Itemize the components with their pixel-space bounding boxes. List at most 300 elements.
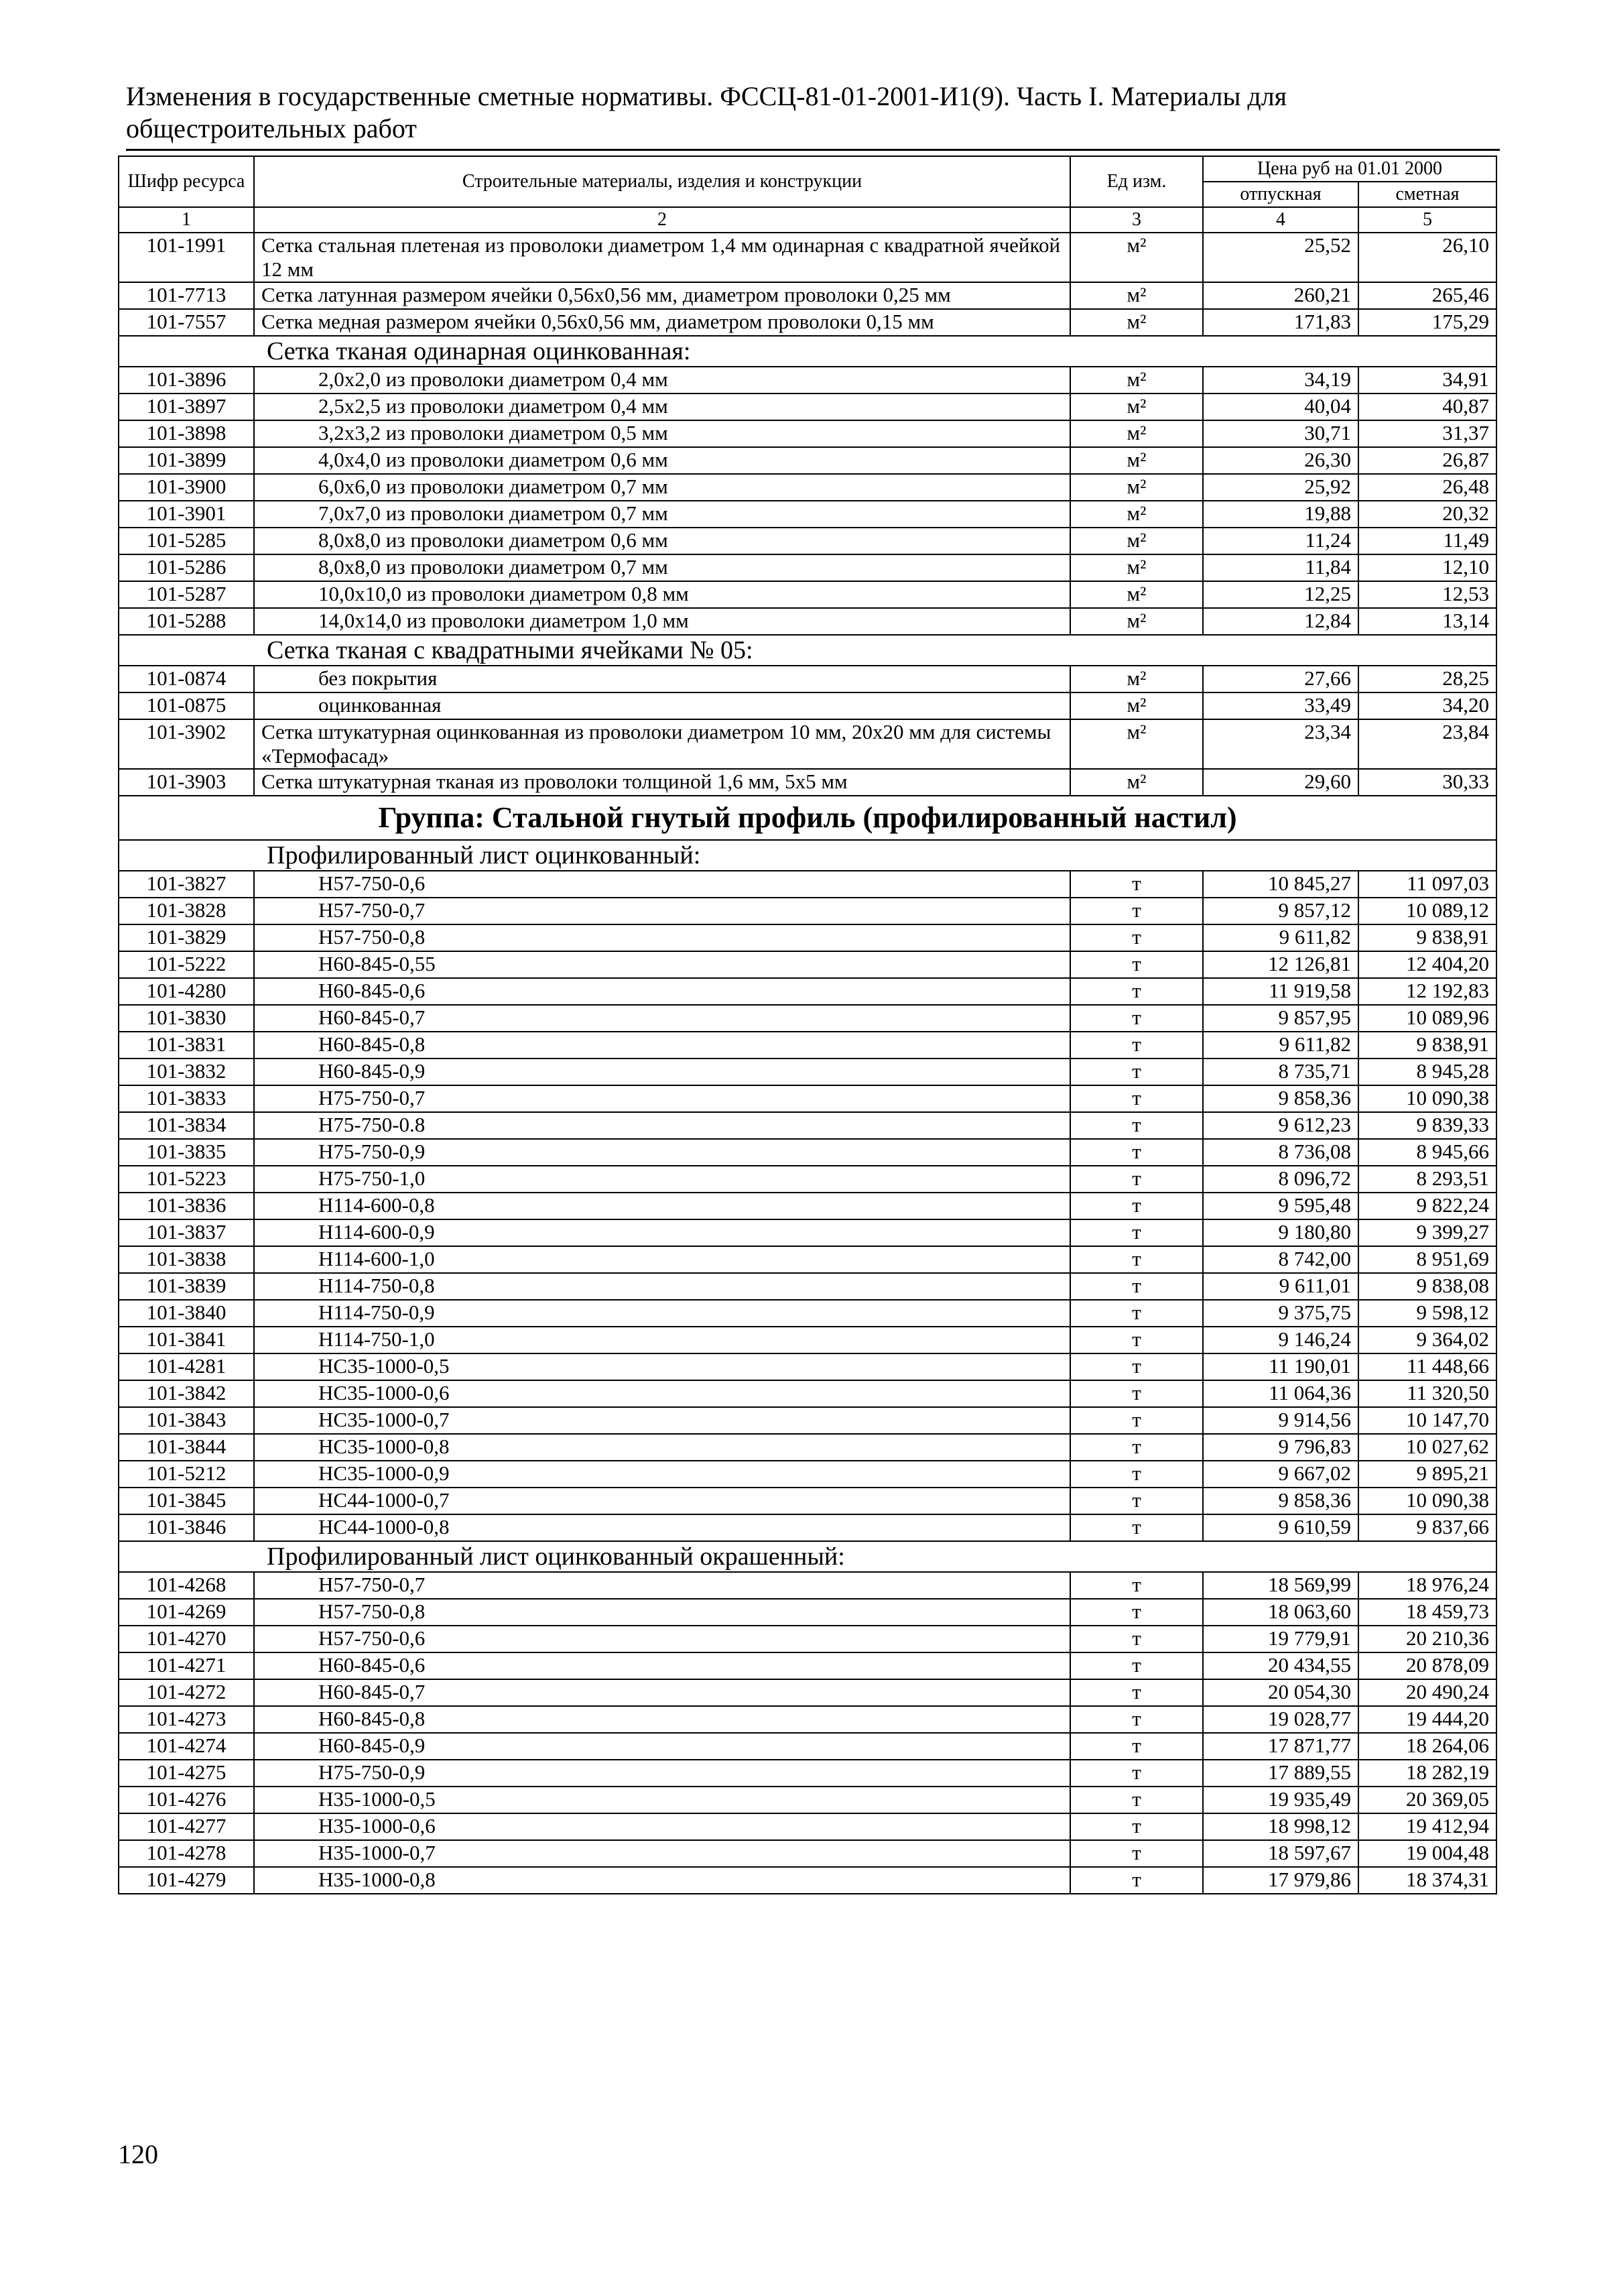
table-row bbox=[119, 1572, 1496, 1599]
resource-code-cell: 101-3902 bbox=[119, 719, 254, 769]
resource-code-cell: 101-3900 bbox=[119, 474, 254, 501]
estimate-price-cell: 30,33 bbox=[1358, 769, 1496, 796]
release-price-cell: 12,25 bbox=[1203, 581, 1358, 608]
release-price-cell: 8 742,00 bbox=[1203, 1246, 1358, 1273]
material-name-cell: Н60-845-0,7 bbox=[254, 1679, 1070, 1706]
resource-code-cell: 101-3844 bbox=[119, 1434, 254, 1461]
estimate-price-cell: 9 822,24 bbox=[1358, 1193, 1496, 1219]
resource-code-cell: 101-7557 bbox=[119, 309, 254, 336]
price-table-header bbox=[119, 156, 1496, 233]
release-price-cell: 9 375,75 bbox=[1203, 1300, 1358, 1327]
estimate-price-cell: 9 364,02 bbox=[1358, 1327, 1496, 1353]
table-row bbox=[119, 1166, 1496, 1193]
release-price-cell: 9 611,82 bbox=[1203, 924, 1358, 951]
release-price-cell: 29,60 bbox=[1203, 769, 1358, 796]
material-name-cell: НС35-1000-0,6 bbox=[254, 1380, 1070, 1407]
release-price-cell: 8 736,08 bbox=[1203, 1139, 1358, 1166]
table-row bbox=[119, 1353, 1496, 1380]
release-price-cell: 11 190,01 bbox=[1203, 1353, 1358, 1380]
estimate-price-cell: 12 192,83 bbox=[1358, 978, 1496, 1005]
unit-cell: м² bbox=[1070, 420, 1203, 447]
release-price-cell: 9 610,59 bbox=[1203, 1514, 1358, 1541]
material-name-cell: НС35-1000-0,8 bbox=[254, 1434, 1070, 1461]
release-price-cell: 19,88 bbox=[1203, 501, 1358, 528]
resource-code-cell: 101-3831 bbox=[119, 1032, 254, 1059]
estimate-price-cell: 26,87 bbox=[1358, 447, 1496, 474]
unit-cell: т bbox=[1070, 1032, 1203, 1059]
release-price-cell: 17 871,77 bbox=[1203, 1733, 1358, 1760]
unit-cell: т bbox=[1070, 1626, 1203, 1652]
estimate-price-cell: 9 838,91 bbox=[1358, 924, 1496, 951]
release-price-cell: 25,92 bbox=[1203, 474, 1358, 501]
unit-cell: т bbox=[1070, 1840, 1203, 1867]
table-row bbox=[119, 1300, 1496, 1327]
release-price-cell: 9 858,36 bbox=[1203, 1085, 1358, 1112]
material-name-cell: Н114-600-0,8 bbox=[254, 1193, 1070, 1219]
unit-cell: м² bbox=[1070, 581, 1203, 608]
material-name-cell: НС44-1000-0,7 bbox=[254, 1488, 1070, 1514]
table-row bbox=[119, 1626, 1496, 1652]
resource-code-cell: 101-3899 bbox=[119, 447, 254, 474]
unit-cell: т bbox=[1070, 1652, 1203, 1679]
unit-cell: т bbox=[1070, 1273, 1203, 1300]
release-price-cell: 11 064,36 bbox=[1203, 1380, 1358, 1407]
table-row bbox=[119, 233, 1496, 282]
unit-cell: т bbox=[1070, 1327, 1203, 1353]
estimate-price-cell: 28,25 bbox=[1358, 666, 1496, 692]
resource-code-cell: 101-1991 bbox=[119, 233, 254, 282]
estimate-price-cell: 19 444,20 bbox=[1358, 1706, 1496, 1733]
material-name-cell: оцинкованная bbox=[254, 692, 1070, 719]
unit-cell: т bbox=[1070, 1407, 1203, 1434]
table-row bbox=[119, 501, 1496, 528]
unit-cell: т bbox=[1070, 1514, 1203, 1541]
resource-code-cell: 101-3841 bbox=[119, 1327, 254, 1353]
resource-code-cell: 101-3829 bbox=[119, 924, 254, 951]
header-rule bbox=[126, 149, 1500, 151]
release-price-cell: 20 054,30 bbox=[1203, 1679, 1358, 1706]
table-row bbox=[119, 1112, 1496, 1139]
table-row bbox=[119, 692, 1496, 719]
release-price-cell: 260,21 bbox=[1203, 282, 1358, 309]
release-price-cell: 9 858,36 bbox=[1203, 1488, 1358, 1514]
release-price-cell: 18 998,12 bbox=[1203, 1813, 1358, 1840]
material-name-cell: Н35-1000-0,6 bbox=[254, 1813, 1070, 1840]
unit-cell: т bbox=[1070, 1300, 1203, 1327]
document-title-line-1: Изменения в государственные сметные нормативы. ФССЦ-81-01-2001-И1(9). Часть I. Материалы для bbox=[126, 81, 1287, 111]
estimate-price-cell: 12,10 bbox=[1358, 554, 1496, 581]
estimate-price-cell: 13,14 bbox=[1358, 608, 1496, 635]
estimate-price-cell: 10 090,38 bbox=[1358, 1085, 1496, 1112]
release-price-cell: 30,71 bbox=[1203, 420, 1358, 447]
table-row bbox=[119, 1733, 1496, 1760]
release-price-cell: 40,04 bbox=[1203, 394, 1358, 420]
material-name-cell: Н75-750-0.8 bbox=[254, 1112, 1070, 1139]
resource-code-cell: 101-3840 bbox=[119, 1300, 254, 1327]
column-header-price-estimate: сметная bbox=[1358, 182, 1496, 207]
table-row bbox=[119, 1760, 1496, 1787]
estimate-price-cell: 265,46 bbox=[1358, 282, 1496, 309]
release-price-cell: 17 889,55 bbox=[1203, 1760, 1358, 1787]
estimate-price-cell: 26,10 bbox=[1358, 233, 1496, 282]
estimate-price-cell: 20,32 bbox=[1358, 501, 1496, 528]
column-number-row bbox=[119, 207, 1496, 233]
estimate-price-cell: 11 097,03 bbox=[1358, 871, 1496, 898]
estimate-price-cell: 20 878,09 bbox=[1358, 1652, 1496, 1679]
resource-code-cell: 101-3846 bbox=[119, 1514, 254, 1541]
material-name-cell: Н57-750-0,7 bbox=[254, 898, 1070, 924]
material-name-cell: 2,0x2,0 из проволоки диаметром 0,4 мм bbox=[254, 367, 1070, 394]
table-row bbox=[119, 1813, 1496, 1840]
unit-cell: м² bbox=[1070, 309, 1203, 336]
resource-code-cell: 101-3898 bbox=[119, 420, 254, 447]
estimate-price-cell: 9 598,12 bbox=[1358, 1300, 1496, 1327]
release-price-cell: 11,24 bbox=[1203, 528, 1358, 554]
material-name-cell: Н114-750-0,9 bbox=[254, 1300, 1070, 1327]
material-name-cell: Сетка медная размером ячейки 0,56x0,56 мм, диаметром проволоки 0,15 мм bbox=[254, 309, 1070, 336]
material-name-cell: Н75-750-0,7 bbox=[254, 1085, 1070, 1112]
unit-cell: м² bbox=[1070, 769, 1203, 796]
unit-cell: т bbox=[1070, 924, 1203, 951]
release-price-cell: 18 569,99 bbox=[1203, 1572, 1358, 1599]
material-name-cell: Н57-750-0,8 bbox=[254, 1599, 1070, 1626]
material-name-cell: НС44-1000-0,8 bbox=[254, 1514, 1070, 1541]
release-price-cell: 18 063,60 bbox=[1203, 1599, 1358, 1626]
resource-code-cell: 101-0874 bbox=[119, 666, 254, 692]
estimate-price-cell: 20 369,05 bbox=[1358, 1787, 1496, 1813]
subsection-heading-row bbox=[119, 336, 1496, 367]
table-row bbox=[119, 608, 1496, 635]
estimate-price-cell: 9 895,21 bbox=[1358, 1461, 1496, 1488]
resource-code-cell: 101-4268 bbox=[119, 1572, 254, 1599]
estimate-price-cell: 8 945,28 bbox=[1358, 1059, 1496, 1085]
estimate-price-cell: 19 004,48 bbox=[1358, 1840, 1496, 1867]
resource-code-cell: 101-3839 bbox=[119, 1273, 254, 1300]
estimate-price-cell: 18 459,73 bbox=[1358, 1599, 1496, 1626]
resource-code-cell: 101-3833 bbox=[119, 1085, 254, 1112]
release-price-cell: 20 434,55 bbox=[1203, 1652, 1358, 1679]
unit-cell: м² bbox=[1070, 608, 1203, 635]
table-row bbox=[119, 1488, 1496, 1514]
table-row bbox=[119, 309, 1496, 336]
unit-cell: м² bbox=[1070, 394, 1203, 420]
resource-code-cell: 101-3896 bbox=[119, 367, 254, 394]
estimate-price-cell: 10 027,62 bbox=[1358, 1434, 1496, 1461]
table-row bbox=[119, 1327, 1496, 1353]
resource-code-cell: 101-5212 bbox=[119, 1461, 254, 1488]
release-price-cell: 27,66 bbox=[1203, 666, 1358, 692]
release-price-cell: 10 845,27 bbox=[1203, 871, 1358, 898]
table-row bbox=[119, 1867, 1496, 1894]
resource-code-cell: 101-3827 bbox=[119, 871, 254, 898]
estimate-price-cell: 12,53 bbox=[1358, 581, 1496, 608]
material-name-cell: Н57-750-0,7 bbox=[254, 1572, 1070, 1599]
subsection-heading-row bbox=[119, 840, 1496, 871]
table-row bbox=[119, 1005, 1496, 1032]
release-price-cell: 34,19 bbox=[1203, 367, 1358, 394]
release-price-cell: 17 979,86 bbox=[1203, 1867, 1358, 1894]
estimate-price-cell: 9 838,91 bbox=[1358, 1032, 1496, 1059]
group-heading: Группа: Стальной гнутый профиль (профилированный настил) bbox=[119, 796, 1496, 840]
material-name-cell: Н75-750-1,0 bbox=[254, 1166, 1070, 1193]
resource-code-cell: 101-3834 bbox=[119, 1112, 254, 1139]
unit-cell: м² bbox=[1070, 367, 1203, 394]
table-row bbox=[119, 1219, 1496, 1246]
material-name-cell: Н114-750-1,0 bbox=[254, 1327, 1070, 1353]
table-row bbox=[119, 1840, 1496, 1867]
unit-cell: т bbox=[1070, 1112, 1203, 1139]
table-row bbox=[119, 1139, 1496, 1166]
release-price-cell: 26,30 bbox=[1203, 447, 1358, 474]
table-row bbox=[119, 1599, 1496, 1626]
release-price-cell: 9 180,80 bbox=[1203, 1219, 1358, 1246]
resource-code-cell: 101-3838 bbox=[119, 1246, 254, 1273]
resource-code-cell: 101-4274 bbox=[119, 1733, 254, 1760]
material-name-cell: Сетка штукатурная тканая из проволоки толщиной 1,6 мм, 5x5 мм bbox=[254, 769, 1070, 796]
estimate-price-cell: 34,91 bbox=[1358, 367, 1496, 394]
release-price-cell: 33,49 bbox=[1203, 692, 1358, 719]
table-row bbox=[119, 394, 1496, 420]
subsection-heading-row bbox=[119, 1541, 1496, 1572]
table-row bbox=[119, 1407, 1496, 1434]
material-name-cell: Н60-845-0,6 bbox=[254, 978, 1070, 1005]
unit-cell: т bbox=[1070, 1353, 1203, 1380]
resource-code-cell: 101-3843 bbox=[119, 1407, 254, 1434]
estimate-price-cell: 18 976,24 bbox=[1358, 1572, 1496, 1599]
resource-code-cell: 101-4273 bbox=[119, 1706, 254, 1733]
estimate-price-cell: 9 839,33 bbox=[1358, 1112, 1496, 1139]
estimate-price-cell: 9 838,08 bbox=[1358, 1273, 1496, 1300]
unit-cell: м² bbox=[1070, 474, 1203, 501]
resource-code-cell: 101-5288 bbox=[119, 608, 254, 635]
page-header bbox=[126, 80, 1466, 145]
unit-cell: т bbox=[1070, 898, 1203, 924]
table-row bbox=[119, 1246, 1496, 1273]
unit-cell: т bbox=[1070, 1085, 1203, 1112]
estimate-price-cell: 9 399,27 bbox=[1358, 1219, 1496, 1246]
material-name-cell: НС35-1000-0,7 bbox=[254, 1407, 1070, 1434]
resource-code-cell: 101-4280 bbox=[119, 978, 254, 1005]
material-name-cell: 8,0x8,0 из проволоки диаметром 0,7 мм bbox=[254, 554, 1070, 581]
material-name-cell: НС35-1000-0,9 bbox=[254, 1461, 1070, 1488]
release-price-cell: 9 667,02 bbox=[1203, 1461, 1358, 1488]
column-header-name: Строительные материалы, изделия и конструкции bbox=[254, 156, 1070, 207]
table-row bbox=[119, 447, 1496, 474]
table-row bbox=[119, 769, 1496, 796]
estimate-price-cell: 10 089,12 bbox=[1358, 898, 1496, 924]
estimate-price-cell: 10 089,96 bbox=[1358, 1005, 1496, 1032]
material-name-cell: Н114-750-0,8 bbox=[254, 1273, 1070, 1300]
unit-cell: м² bbox=[1070, 447, 1203, 474]
estimate-price-cell: 23,84 bbox=[1358, 719, 1496, 769]
unit-cell: м² bbox=[1070, 554, 1203, 581]
table-row bbox=[119, 1652, 1496, 1679]
unit-cell: т bbox=[1070, 1461, 1203, 1488]
material-name-cell: Н35-1000-0,5 bbox=[254, 1787, 1070, 1813]
subsection-heading-row bbox=[119, 635, 1496, 666]
material-name-cell: Н60-845-0,8 bbox=[254, 1032, 1070, 1059]
release-price-cell: 9 611,82 bbox=[1203, 1032, 1358, 1059]
material-name-cell: 8,0x8,0 из проволоки диаметром 0,6 мм bbox=[254, 528, 1070, 554]
resource-code-cell: 101-4271 bbox=[119, 1652, 254, 1679]
price-table bbox=[118, 156, 1497, 1894]
release-price-cell: 9 914,56 bbox=[1203, 1407, 1358, 1434]
material-name-cell: Н60-845-0,55 bbox=[254, 951, 1070, 978]
release-price-cell: 12,84 bbox=[1203, 608, 1358, 635]
table-row bbox=[119, 1679, 1496, 1706]
release-price-cell: 12 126,81 bbox=[1203, 951, 1358, 978]
material-name-cell: 4,0x4,0 из проволоки диаметром 0,6 мм bbox=[254, 447, 1070, 474]
material-name-cell: 2,5x2,5 из проволоки диаметром 0,4 мм bbox=[254, 394, 1070, 420]
estimate-price-cell: 175,29 bbox=[1358, 309, 1496, 336]
column-header-unit: Ед изм. bbox=[1070, 156, 1203, 207]
table-row bbox=[119, 1032, 1496, 1059]
unit-cell: т bbox=[1070, 1706, 1203, 1733]
table-row bbox=[119, 1706, 1496, 1733]
table-row bbox=[119, 1787, 1496, 1813]
estimate-price-cell: 12 404,20 bbox=[1358, 951, 1496, 978]
resource-code-cell: 101-3903 bbox=[119, 769, 254, 796]
release-price-cell: 19 028,77 bbox=[1203, 1706, 1358, 1733]
subsection-heading: Сетка тканая одинарная оцинкованная: bbox=[119, 336, 1496, 367]
table-row bbox=[119, 367, 1496, 394]
subsection-heading: Сетка тканая с квадратными ячейками № 05: bbox=[119, 635, 1496, 666]
release-price-cell: 23,34 bbox=[1203, 719, 1358, 769]
unit-cell: т bbox=[1070, 1488, 1203, 1514]
resource-code-cell: 101-4272 bbox=[119, 1679, 254, 1706]
resource-code-cell: 101-4279 bbox=[119, 1867, 254, 1894]
unit-cell: т bbox=[1070, 1572, 1203, 1599]
material-name-cell: Н35-1000-0,8 bbox=[254, 1867, 1070, 1894]
release-price-cell: 9 612,23 bbox=[1203, 1112, 1358, 1139]
release-price-cell: 171,83 bbox=[1203, 309, 1358, 336]
estimate-price-cell: 9 837,66 bbox=[1358, 1514, 1496, 1541]
unit-cell: т bbox=[1070, 1139, 1203, 1166]
resource-code-cell: 101-7713 bbox=[119, 282, 254, 309]
unit-cell: т bbox=[1070, 951, 1203, 978]
estimate-price-cell: 26,48 bbox=[1358, 474, 1496, 501]
unit-cell: м² bbox=[1070, 692, 1203, 719]
subsection-heading: Профилированный лист оцинкованный: bbox=[119, 840, 1496, 871]
release-price-cell: 18 597,67 bbox=[1203, 1840, 1358, 1867]
unit-cell: т bbox=[1070, 871, 1203, 898]
table-row bbox=[119, 978, 1496, 1005]
table-row bbox=[119, 951, 1496, 978]
resource-code-cell: 101-3836 bbox=[119, 1193, 254, 1219]
material-name-cell: Н114-600-1,0 bbox=[254, 1246, 1070, 1273]
resource-code-cell: 101-3897 bbox=[119, 394, 254, 420]
material-name-cell: Н57-750-0,6 bbox=[254, 871, 1070, 898]
resource-code-cell: 101-0875 bbox=[119, 692, 254, 719]
resource-code-cell: 101-3828 bbox=[119, 898, 254, 924]
estimate-price-cell: 11 320,50 bbox=[1358, 1380, 1496, 1407]
table-row bbox=[119, 474, 1496, 501]
material-name-cell: Н60-845-0,6 bbox=[254, 1652, 1070, 1679]
unit-cell: м² bbox=[1070, 233, 1203, 282]
unit-cell: т bbox=[1070, 1787, 1203, 1813]
estimate-price-cell: 34,20 bbox=[1358, 692, 1496, 719]
table-row bbox=[119, 420, 1496, 447]
unit-cell: т bbox=[1070, 1380, 1203, 1407]
unit-cell: т bbox=[1070, 1679, 1203, 1706]
release-price-cell: 19 779,91 bbox=[1203, 1626, 1358, 1652]
unit-cell: м² bbox=[1070, 719, 1203, 769]
material-name-cell: Н60-845-0,7 bbox=[254, 1005, 1070, 1032]
material-name-cell: 3,2x3,2 из проволоки диаметром 0,5 мм bbox=[254, 420, 1070, 447]
release-price-cell: 9 146,24 bbox=[1203, 1327, 1358, 1353]
unit-cell: м² bbox=[1070, 501, 1203, 528]
table-row bbox=[119, 1273, 1496, 1300]
release-price-cell: 11 919,58 bbox=[1203, 978, 1358, 1005]
material-name-cell: Н60-845-0,9 bbox=[254, 1059, 1070, 1085]
resource-code-cell: 101-5222 bbox=[119, 951, 254, 978]
material-name-cell: Н75-750-0,9 bbox=[254, 1760, 1070, 1787]
resource-code-cell: 101-4275 bbox=[119, 1760, 254, 1787]
material-name-cell: 10,0x10,0 из проволоки диаметром 0,8 мм bbox=[254, 581, 1070, 608]
release-price-cell: 19 935,49 bbox=[1203, 1787, 1358, 1813]
resource-code-cell: 101-5285 bbox=[119, 528, 254, 554]
document-title-line-2: общестроительных работ bbox=[126, 113, 417, 143]
unit-cell: т bbox=[1070, 1599, 1203, 1626]
resource-code-cell: 101-5223 bbox=[119, 1166, 254, 1193]
estimate-price-cell: 11 448,66 bbox=[1358, 1353, 1496, 1380]
material-name-cell: Н35-1000-0,7 bbox=[254, 1840, 1070, 1867]
resource-code-cell: 101-4269 bbox=[119, 1599, 254, 1626]
release-price-cell: 11,84 bbox=[1203, 554, 1358, 581]
unit-cell: т bbox=[1070, 1434, 1203, 1461]
estimate-price-cell: 8 945,66 bbox=[1358, 1139, 1496, 1166]
column-header-price-release: отпускная bbox=[1203, 182, 1358, 207]
release-price-cell: 25,52 bbox=[1203, 233, 1358, 282]
unit-cell: т bbox=[1070, 1166, 1203, 1193]
unit-cell: т bbox=[1070, 1059, 1203, 1085]
unit-cell: т bbox=[1070, 1193, 1203, 1219]
column-number: 3 bbox=[1070, 207, 1203, 233]
material-name-cell: Сетка стальная плетеная из проволоки диаметром 1,4 мм одинарная с квадратной ячейкой 12 мм bbox=[254, 233, 1070, 282]
estimate-price-cell: 10 090,38 bbox=[1358, 1488, 1496, 1514]
estimate-price-cell: 8 293,51 bbox=[1358, 1166, 1496, 1193]
resource-code-cell: 101-3835 bbox=[119, 1139, 254, 1166]
unit-cell: т bbox=[1070, 1867, 1203, 1894]
resource-code-cell: 101-5286 bbox=[119, 554, 254, 581]
unit-cell: т bbox=[1070, 978, 1203, 1005]
estimate-price-cell: 40,87 bbox=[1358, 394, 1496, 420]
resource-code-cell: 101-4276 bbox=[119, 1787, 254, 1813]
resource-code-cell: 101-3832 bbox=[119, 1059, 254, 1085]
column-number: 2 bbox=[254, 207, 1070, 233]
column-number: 1 bbox=[119, 207, 254, 233]
release-price-cell: 8 735,71 bbox=[1203, 1059, 1358, 1085]
estimate-price-cell: 18 374,31 bbox=[1358, 1867, 1496, 1894]
material-name-cell: Сетка латунная размером ячейки 0,56x0,56 мм, диаметром проволоки 0,25 мм bbox=[254, 282, 1070, 309]
unit-cell: т bbox=[1070, 1246, 1203, 1273]
unit-cell: м² bbox=[1070, 666, 1203, 692]
group-heading-row bbox=[119, 796, 1496, 840]
material-name-cell: Н57-750-0,6 bbox=[254, 1626, 1070, 1652]
table-row bbox=[119, 871, 1496, 898]
resource-code-cell: 101-4270 bbox=[119, 1626, 254, 1652]
resource-code-cell: 101-3845 bbox=[119, 1488, 254, 1514]
table-row bbox=[119, 1434, 1496, 1461]
column-number: 4 bbox=[1203, 207, 1358, 233]
table-row bbox=[119, 1514, 1496, 1541]
column-header-code: Шифр ресурса bbox=[119, 156, 254, 207]
material-name-cell: Н75-750-0,9 bbox=[254, 1139, 1070, 1166]
material-name-cell: НС35-1000-0,5 bbox=[254, 1353, 1070, 1380]
unit-cell: м² bbox=[1070, 282, 1203, 309]
unit-cell: т bbox=[1070, 1813, 1203, 1840]
resource-code-cell: 101-4281 bbox=[119, 1353, 254, 1380]
